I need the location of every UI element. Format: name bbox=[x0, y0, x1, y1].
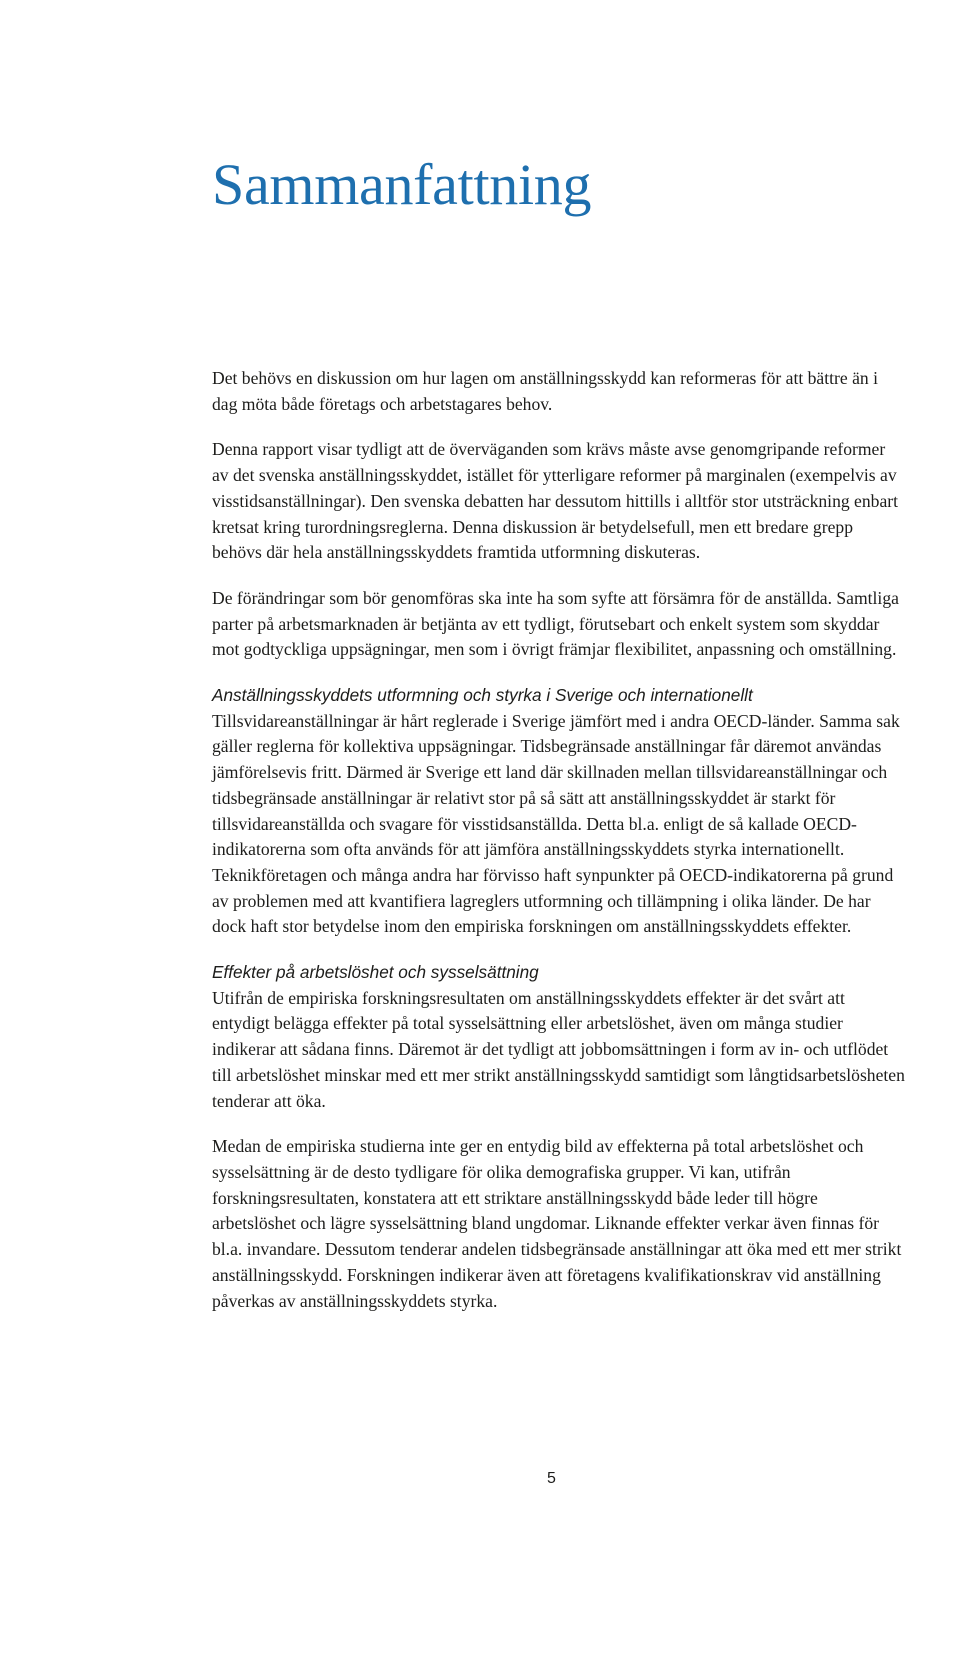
intro-paragraph: Det behövs en diskussion om hur lagen om anställningsskydd kan reformeras för att bättre än i dag möta både företags och arbetstagares behov. bbox=[212, 368, 878, 414]
intro-paragraph: De förändringar som bör genomföras ska inte ha som syfte att försämra för de anställda. Samtliga parter på arbetsmarknaden är betjänta av ett tydligt, förutsebart och enkelt system som skyddar mot godtyckliga uppsägningar, men som i övrigt främjar flexibilitet, anpassning och omställning. bbox=[212, 587, 899, 660]
section-paragraph: Medan de empiriska studierna inte ger en entydig bild av effekterna på total arbetslöshet och sysselsättning är de desto tydligare för olika demografiska grupper. Vi kan, utifrån forskningsresultaten, konstatera att ett striktare anställningsskydd både leder till högre arbetslöshet och lägre sysselsättning bland ungdomar. Liknande effekter verkar även finnas för bl.a. invandare. Dessutom tenderar andelen tidsbegränsade anställningar att öka med ett mer strikt anställningsskydd. Forskningen indikerar även att företagens kvalifikationskrav vid anställning påverkas av anställningsskyddets styrka. bbox=[212, 1136, 902, 1311]
section-paragraph: Utifrån de empiriska forskningsresultaten om anställningsskyddets effekter är det svårt att entydigt belägga effekter på total sysselsättning eller arbetslöshet, även om många studier indikerar att sådana finns. Däremot är det tydligt att jobbomsättningen i form av in- och utflödet till arbetslöshet minskar med ett mer strikt anställningsskydd samtidigt som långtidsarbetslösheten tenderar att öka. bbox=[212, 987, 905, 1111]
section-employment-protection bbox=[212, 683, 906, 940]
section-paragraph: Tillsvidareanställningar är hårt reglerade i Sverige jämfört med i andra OECD-länder. Samma sak gäller reglerna för kollektiva uppsägningar. Tidsbegränsade anställningar får däremot användas jämförelsevis fritt. Därmed är Sverige ett land där skillnaden mellan tillsvidareanställningar och tidsbegränsade anställningar är relativt stor på så sätt att anställningsskyddet är starkt för tillsvidareanställda och svagare för visstidsanställda. Detta bl.a. enligt de så kallade OECD-indikatorerna som ofta används för att jämföra anställningsskyddets styrka internationellt. Teknikföretagen och många andra har förvisso haft synpunkter på OECD-indikatorerna på grund av problemen med att kvantifiera lagreglers utformning och tillämpning i olika länder. De har dock haft stor betydelse inom den empiriska forskningen om anställningsskyddets effekter. bbox=[212, 710, 900, 937]
intro-paragraph: Denna rapport visar tydligt att de överväganden som krävs måste avse genomgripande reformer av det svenska anställningsskyddet, istället för ytterligare reformer på marginalen (exempelvis av visstidsanställningar). Den svenska debatten har dessutom hittills i alltför stor utsträckning enbart kretsat kring turordningsreglerna. Denna diskussion är betydelsefull, men ett bredare grepp behövs där hela anställningsskyddets framtida utformning diskuteras. bbox=[212, 439, 899, 563]
section-unemployment-effects bbox=[212, 960, 906, 1114]
page-title: Sammanfattning bbox=[212, 152, 592, 217]
section-heading: Anställningsskyddets utformning och styrka i Sverige och internationellt bbox=[212, 685, 753, 706]
body-text bbox=[212, 366, 906, 1334]
section-heading: Effekter på arbetslöshet och sysselsättning bbox=[212, 962, 539, 983]
page-number: 5 bbox=[547, 1470, 556, 1487]
